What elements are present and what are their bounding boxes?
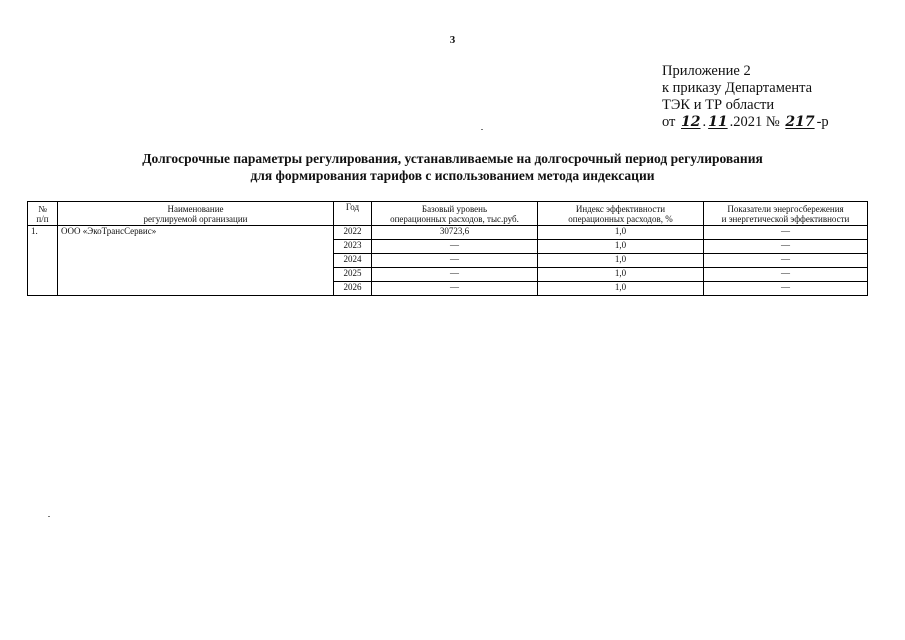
base-cell: — [372, 254, 538, 268]
parameters-table [27, 201, 868, 296]
energy-cell: — [704, 240, 868, 254]
table-header-row [28, 202, 868, 226]
index-cell: 1,0 [538, 240, 704, 254]
header-energy-indicators [704, 202, 868, 226]
base-cell: — [372, 282, 538, 296]
date-prefix: от [662, 114, 676, 130]
header-organization-line2: регулируемой организации [143, 213, 248, 224]
header-efficiency-index [538, 202, 704, 226]
header-base-level [372, 202, 538, 226]
base-cell: — [372, 240, 538, 254]
scan-speck [481, 129, 483, 130]
date-separator: . [702, 114, 707, 130]
header-year [334, 202, 372, 226]
index-cell: 1,0 [538, 226, 704, 240]
energy-cell: — [704, 226, 868, 240]
energy-cell: — [704, 254, 868, 268]
row-number: 1. [28, 226, 58, 296]
header-base-line1: Базовый уровень [421, 203, 488, 214]
header-number-line1: № [38, 203, 47, 214]
table-row [28, 226, 868, 240]
appendix-block [662, 63, 829, 131]
handwritten-month: 11 [708, 114, 728, 130]
appendix-date-line [662, 114, 829, 131]
index-cell: 1,0 [538, 268, 704, 282]
year-cell: 2026 [334, 282, 372, 296]
header-organization [58, 202, 334, 226]
appendix-order-ref: к приказу Департамента [662, 80, 813, 96]
scan-speck [48, 516, 50, 517]
base-cell: — [372, 268, 538, 282]
index-cell: 1,0 [538, 254, 704, 268]
header-number [28, 202, 58, 226]
year-cell: 2025 [334, 268, 372, 282]
order-suffix: -р [816, 114, 829, 130]
title-line-2: для формирования тарифов с использованием метода индексации [250, 168, 655, 183]
appendix-department: ТЭК и ТР области [662, 97, 775, 113]
header-index-line1: Индекс эффективности [575, 203, 666, 214]
base-cell: 30723,6 [372, 226, 538, 240]
organization-name: ООО «ЭкоТрансСервис» [58, 226, 334, 296]
title-line-1: Долгосрочные параметры регулирования, устанавливаемые на долгосрочный период регулирования [142, 151, 763, 166]
header-index-line2: операционных расходов, % [568, 213, 673, 224]
year-cell: 2022 [334, 226, 372, 240]
header-energy-line1: Показатели энергосбережения [727, 203, 844, 214]
energy-cell: — [704, 268, 868, 282]
appendix-title: Приложение 2 [662, 63, 751, 79]
year-cell: 2024 [334, 254, 372, 268]
header-number-line2: п/п [36, 213, 49, 224]
header-base-line2: операционных расходов, тыс.руб. [390, 213, 519, 224]
handwritten-order-number: 217 [785, 114, 815, 130]
page-number: 3 [449, 34, 456, 46]
year-cell: 2023 [334, 240, 372, 254]
handwritten-day: 12 [681, 114, 701, 130]
date-year: .2021 № [729, 114, 780, 130]
header-organization-line1: Наименование [167, 203, 224, 214]
energy-cell: — [704, 282, 868, 296]
header-year-label: Год [345, 202, 360, 212]
index-cell: 1,0 [538, 282, 704, 296]
document-title [0, 150, 905, 184]
header-energy-line2: и энергетической эффективности [721, 213, 850, 224]
